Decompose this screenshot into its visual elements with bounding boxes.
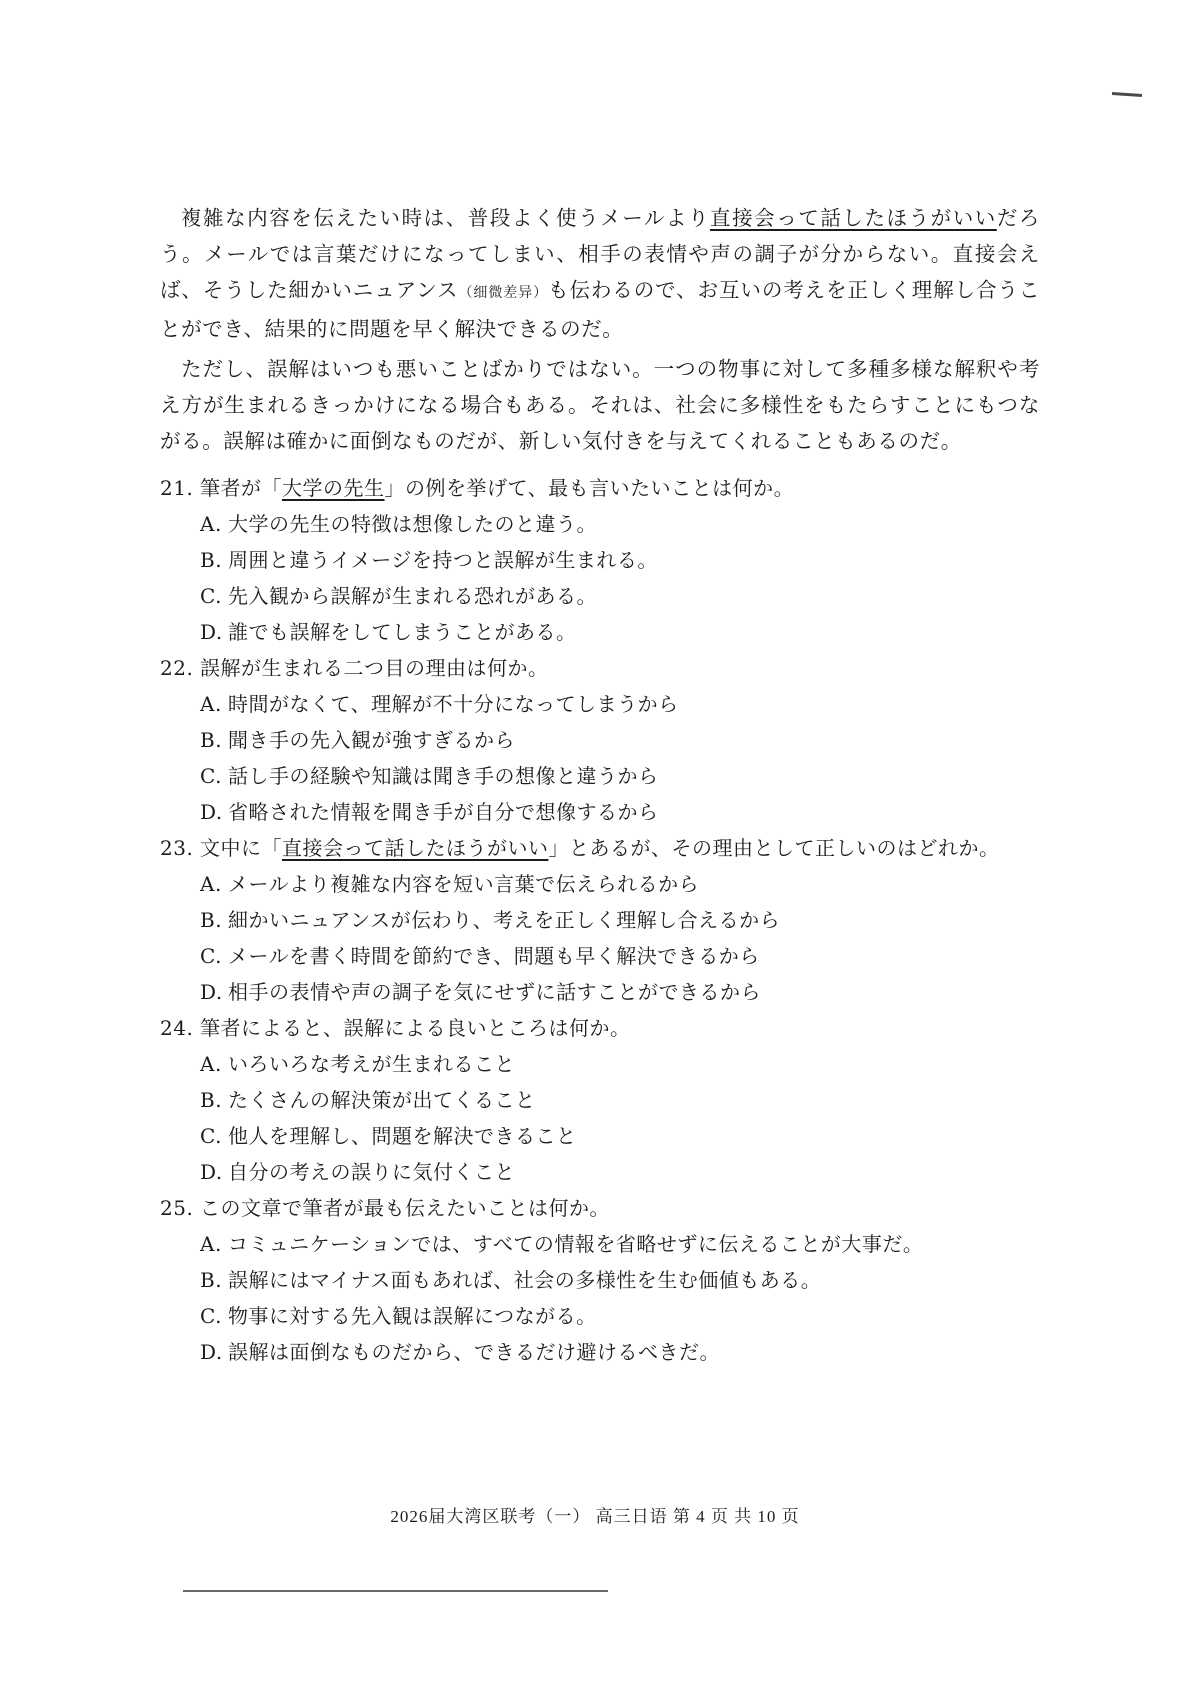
option-letter: D. xyxy=(200,1340,223,1364)
option-letter: D. xyxy=(200,980,223,1004)
question-text: 誤解が生まれる二つ目の理由は何か。 xyxy=(200,656,549,680)
question-stem xyxy=(160,830,1060,866)
question-stem xyxy=(160,1190,1060,1226)
option-letter: A. xyxy=(200,1052,222,1076)
option-letter: C. xyxy=(200,944,222,968)
option-letter: B. xyxy=(200,728,223,752)
bottom-rule xyxy=(183,1590,608,1592)
answer-option xyxy=(160,866,1060,902)
option-letter: D. xyxy=(200,800,223,824)
answer-option xyxy=(160,578,1060,614)
question-text: 筆者によると、誤解による良いところは何か。 xyxy=(200,1016,631,1040)
question-number: 21. xyxy=(160,476,194,500)
scan-mark xyxy=(1112,92,1142,97)
page-footer: 2026届大湾区联考（一） 高三日语 第 4 页 共 10 页 xyxy=(390,1507,800,1526)
option-text: メールを書く時間を節約でき、問題も早く解決できるから xyxy=(228,944,760,968)
option-text: 誤解は面倒なものだから、できるだけ避けるべきだ。 xyxy=(228,1340,720,1364)
option-text: 聞き手の先入観が強すぎるから xyxy=(228,728,515,752)
question-item xyxy=(160,470,1060,650)
answer-option xyxy=(160,1154,1060,1190)
option-text: コミュニケーションでは、すべての情報を省略せずに伝えることが大事だ。 xyxy=(228,1232,924,1256)
option-text: 細かいニュアンスが伝わり、考えを正しく理解し合えるから xyxy=(228,908,781,932)
option-letter: B. xyxy=(200,1088,223,1112)
question-number: 25. xyxy=(160,1196,194,1220)
answer-option xyxy=(160,794,1060,830)
paragraph-text: 複雑な内容を伝えたい時は、普段よく使うメールより xyxy=(181,206,711,230)
question-item xyxy=(160,650,1060,830)
option-text: 自分の考えの誤りに気付くこと xyxy=(228,1160,515,1184)
passage-paragraph-1 xyxy=(160,200,1040,347)
option-text: たくさんの解決策が出てくること xyxy=(228,1088,536,1112)
question-number: 23. xyxy=(160,836,194,860)
answer-option xyxy=(160,1082,1060,1118)
option-letter: C. xyxy=(200,584,222,608)
question-number: 24. xyxy=(160,1016,194,1040)
option-text: 先入観から誤解が生まれる恐れがある。 xyxy=(228,584,597,608)
option-text: 省略された情報を聞き手が自分で想像するから xyxy=(228,800,659,824)
question-text: この文章で筆者が最も伝えたいことは何か。 xyxy=(200,1196,610,1220)
passage-paragraph-2: ただし、誤解はいつも悪いことばかりではない。一つの物事に対して多種多様な解釈や考え方が生まれるきっかけになる場合もある。それは、社会に多様性をもたらすことにもつながる。誤解は確かに面倒なものだが、新しい気付きを与えてくれることもあるのだ。 xyxy=(160,357,1040,453)
answer-option xyxy=(160,1226,1060,1262)
question-stem xyxy=(160,470,1060,506)
question-number: 22. xyxy=(160,656,194,680)
option-letter: C. xyxy=(200,1304,222,1328)
option-text: 話し手の経験や知識は聞き手の想像と違うから xyxy=(228,764,659,788)
underlined-phrase: 大学の先生 xyxy=(282,476,385,500)
reading-passage xyxy=(160,200,1040,459)
answer-option xyxy=(160,974,1060,1010)
answer-option xyxy=(160,1298,1060,1334)
question-stem xyxy=(160,650,1060,686)
answer-option xyxy=(160,506,1060,542)
answer-option xyxy=(160,722,1060,758)
question-item xyxy=(160,1010,1060,1190)
option-text: いろいろな考えが生まれること xyxy=(228,1052,515,1076)
option-text: 物事に対する先入観は誤解につながる。 xyxy=(228,1304,597,1328)
option-text: 相手の表情や声の調子を気にせずに話すことができるから xyxy=(228,980,761,1004)
underlined-phrase: 直接会って話したほうがいい xyxy=(710,206,997,230)
question-text: 文中に「 xyxy=(200,836,282,860)
answer-option xyxy=(160,938,1060,974)
paragraph-text: だろう。メールでは言葉だけになってしまい、相手の表情や声の調子が分からない。直接会えば、そうした細かいニュアンス xyxy=(160,206,1040,302)
option-letter: C. xyxy=(200,1124,222,1148)
option-letter: B. xyxy=(200,1268,223,1292)
option-letter: A. xyxy=(200,692,222,716)
option-text: 時間がなくて、理解が不十分になってしまうから xyxy=(228,692,679,716)
option-text: メールより複雑な内容を短い言葉で伝えられるから xyxy=(228,872,700,896)
translation-note: （细微差异） xyxy=(458,285,549,301)
option-letter: A. xyxy=(200,512,222,536)
option-text: 誤解にはマイナス面もあれば、社会の多様性を生む価値もある。 xyxy=(228,1268,822,1292)
question-item xyxy=(160,830,1060,1010)
option-letter: B. xyxy=(200,908,223,932)
question-stem xyxy=(160,1010,1060,1046)
paragraph-text: も伝わるので、お互いの考えを正しく理解し合うことができ、結果的に問題を早く解決できるのだ。 xyxy=(160,278,1041,341)
answer-option xyxy=(160,758,1060,794)
answer-option xyxy=(160,686,1060,722)
option-letter: A. xyxy=(200,872,222,896)
option-text: 大学の先生の特徴は想像したのと違う。 xyxy=(228,512,597,536)
option-letter: D. xyxy=(200,1160,223,1184)
option-letter: D. xyxy=(200,620,223,644)
option-letter: C. xyxy=(200,764,222,788)
option-text: 誰でも誤解をしてしまうことがある。 xyxy=(228,620,577,644)
answer-option xyxy=(160,1046,1060,1082)
question-list xyxy=(160,470,1060,1370)
answer-option xyxy=(160,1118,1060,1154)
answer-option xyxy=(160,614,1060,650)
option-text: 他人を理解し、問題を解決できること xyxy=(228,1124,577,1148)
answer-option xyxy=(160,1334,1060,1370)
option-text: 周囲と違うイメージを持つと誤解が生まれる。 xyxy=(228,548,658,572)
answer-option xyxy=(160,1262,1060,1298)
question-text: 」の例を挙げて、最も言いたいことは何か。 xyxy=(384,476,795,500)
option-letter: B. xyxy=(200,548,223,572)
option-letter: A. xyxy=(200,1232,222,1256)
answer-option xyxy=(160,542,1060,578)
question-text: 筆者が「 xyxy=(200,476,282,500)
question-text: 」とあるが、その理由として正しいのはどれか。 xyxy=(548,836,1000,860)
underlined-phrase: 直接会って話したほうがいい xyxy=(282,836,549,860)
question-item xyxy=(160,1190,1060,1370)
answer-option xyxy=(160,902,1060,938)
